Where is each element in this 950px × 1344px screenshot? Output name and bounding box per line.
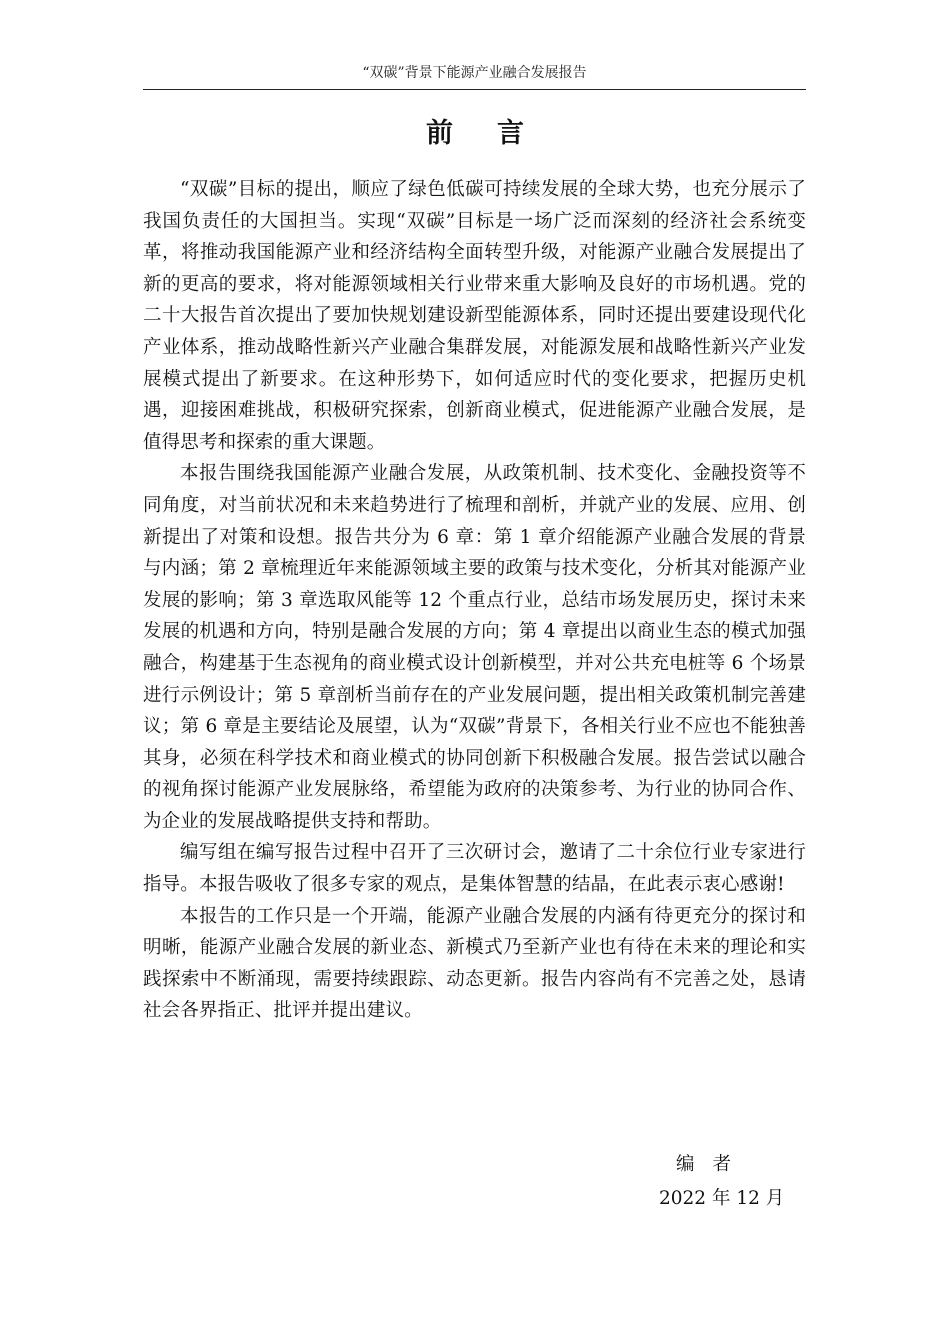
signature-author: 编者 (676, 1154, 750, 1175)
running-header (143, 62, 806, 90)
running-header-title: “双碳”背景下能源产业融合发展报告 (362, 65, 587, 81)
page-title: 前言 (426, 118, 568, 149)
signature-date: 2022 年 12 月 (659, 1188, 785, 1209)
paragraph-2: 本报告围绕我国能源产业融合发展，从政策机制、技术变化、金融投资等不同角度，对当前状况和未来趋势进行了梳理和剖析，并就产业的发展、应用、创新提出了对策和设想。报告共分为 6 章：第 1 章介绍能源产业融合发展的背景与内涵；第 2 章梳理近年来能源领域主要的政策与技术变化，分析其对能源产业发展的影响；第 3 章选取风能等 12 个重点行业，总结市场发展历史，探讨未来发展的机遇和方向，特别是融合发展的方向；第 4 章提出以商业生态的模式加强融合，构建基于生态视角的商业模式设计创新模型，并对公共充电桩等 6 个场景进行示例设计；第 5 章剖析当前存在的产业发展问题，提出相关政策机制完善建议；第 6 章是主要结论及展望，认为“双碳”背景下，各相关行业不应也不能独善其身，必须在科学技术和商业模式的协同创新下积极融合发展。报告尝试以融合的视角探讨能源产业发展脉络，希望能为政府的决策参考、为行业的协同合作、为企业的发展战略提供支持和帮助。 (143, 463, 806, 832)
paragraph-1: “双碳”目标的提出，顺应了绿色低碳可持续发展的全球大势，也充分展示了我国负责任的大国担当。实现“双碳”目标是一场广泛而深刻的经济社会系统变革，将推动我国能源产业和经济结构全面转型升级，对能源产业融合发展提出了新的更高的要求，将对能源领域相关行业带来重大影响及良好的市场机遇。党的二十大报告首次提出了要加快规划建设新型能源体系，同时还提出要建设现代化产业体系，推动战略性新兴产业融合集群发展，对能源发展和战略性新兴产业发展模式提出了新要求。在这种形势下，如何适应时代的变化要求，把握历史机遇，迎接困难挑战，积极研究探索，创新商业模式，促进能源产业融合发展，是值得思考和探索的重大课题。 (143, 179, 806, 453)
paragraph-4: 本报告的工作只是一个开端，能源产业融合发展的内涵有待更充分的探讨和明晰，能源产业融合发展的新业态、新模式乃至新产业也有待在未来的理论和实践探索中不断涌现，需要持续跟踪、动态更新。报告内容尚有不完善之处，恳请社会各界指正、批评并提出建议。 (143, 905, 806, 1022)
paragraph-3: 编写组在编写报告过程中召开了三次研讨会，邀请了二十余位行业专家进行指导。本报告吸收了很多专家的观点，是集体智慧的结晶，在此表示衷心感谢! (143, 842, 806, 896)
preface-body (143, 174, 806, 1027)
